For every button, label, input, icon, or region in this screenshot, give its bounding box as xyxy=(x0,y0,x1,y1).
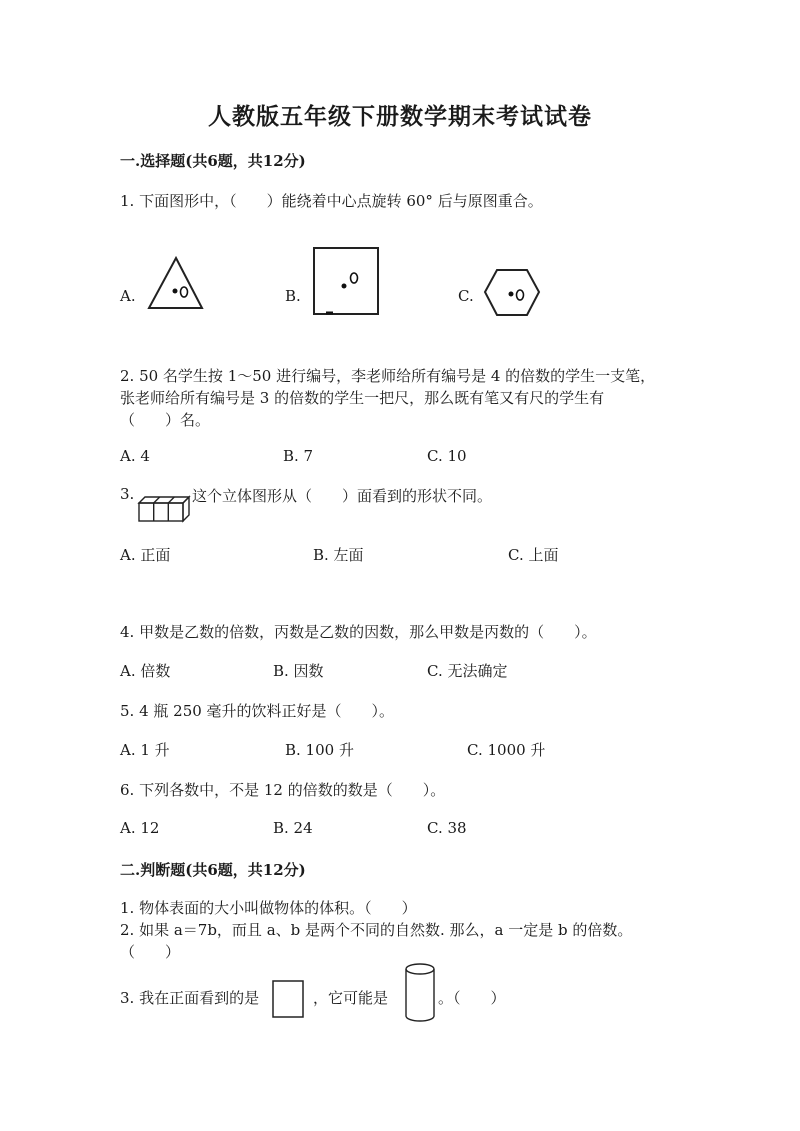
judgment-1-text: 1. 物体表面的大小叫做物体的体积。（ ） xyxy=(120,899,417,917)
option-4c: C. 无法确定 xyxy=(427,662,508,680)
square-shape-figure xyxy=(311,245,381,317)
question-2-line-1: 2. 50 名学生按 1～50 进行编号，李老师给所有编号是 4 的倍数的学生一支笔， xyxy=(120,367,656,385)
question-1-text: 1. 下面图形中，（ ）能绕着中心点旋转 60° 后与原图重合。 xyxy=(120,192,543,210)
question-5-text: 5. 4 瓶 250 毫升的饮料正好是（ ）。 xyxy=(120,702,395,720)
option-6c: C. 38 xyxy=(427,819,467,837)
option-6b: B. 24 xyxy=(273,819,313,837)
option-6a: A. 12 xyxy=(120,819,160,837)
option-5b: B. 100 升 xyxy=(285,741,354,759)
option-1c-label: C. xyxy=(458,287,474,305)
judgment-2-line-2: （ ） xyxy=(120,943,181,961)
question-3-number: 3. xyxy=(120,485,135,503)
judgment-2-line-1: 2. 如果 a＝7b，而且 a、b 是两个不同的自然数. 那么，a 一定是 b 的倍数。 xyxy=(120,921,633,939)
question-3-text: 这个立体图形从（ ）面看到的形状不同。 xyxy=(192,487,493,505)
cube-block-figure xyxy=(137,495,193,523)
option-1a-label: A. xyxy=(120,287,136,305)
option-3c: C. 上面 xyxy=(508,546,559,564)
question-2-line-2: 张老师给所有编号是 3 的倍数的学生一把尺，那么既有笔又有尺的学生有 xyxy=(120,389,605,407)
section-heading-judgment: 二.判断题(共6题，共12分) xyxy=(120,861,306,879)
rectangle-front-view-figure xyxy=(272,980,304,1018)
judgment-3-text-a: 3. 我在正面看到的是 xyxy=(120,989,260,1007)
option-2a: A. 4 xyxy=(120,447,150,465)
judgment-3-text-b: ，它可能是 xyxy=(313,989,389,1007)
question-6-text: 6. 下列各数中，不是 12 的倍数的数是（ ）。 xyxy=(120,781,446,799)
option-4a: A. 倍数 xyxy=(120,662,171,680)
section-heading-choice: 一.选择题(共6题，共12分) xyxy=(120,152,306,170)
page-title: 人教版五年级下册数学期末考试试卷 xyxy=(208,103,592,130)
question-4-text: 4. 甲数是乙数的倍数，丙数是乙数的因数，那么甲数是丙数的（ ）。 xyxy=(120,623,597,641)
option-5c: C. 1000 升 xyxy=(467,741,546,759)
hexagon-shape-figure xyxy=(482,268,542,320)
option-2c: C. 10 xyxy=(427,447,467,465)
triangle-shape-figure xyxy=(146,254,206,312)
cylinder-figure xyxy=(404,962,436,1024)
option-4b: B. 因数 xyxy=(273,662,324,680)
option-3b: B. 左面 xyxy=(313,546,364,564)
judgment-3-text-c: 。（ ） xyxy=(438,989,506,1007)
option-1b-label: B. xyxy=(285,287,301,305)
option-5a: A. 1 升 xyxy=(120,741,170,759)
option-3a: A. 正面 xyxy=(120,546,171,564)
option-2b: B. 7 xyxy=(283,447,314,465)
question-2-line-3: （ ）名。 xyxy=(120,411,211,429)
